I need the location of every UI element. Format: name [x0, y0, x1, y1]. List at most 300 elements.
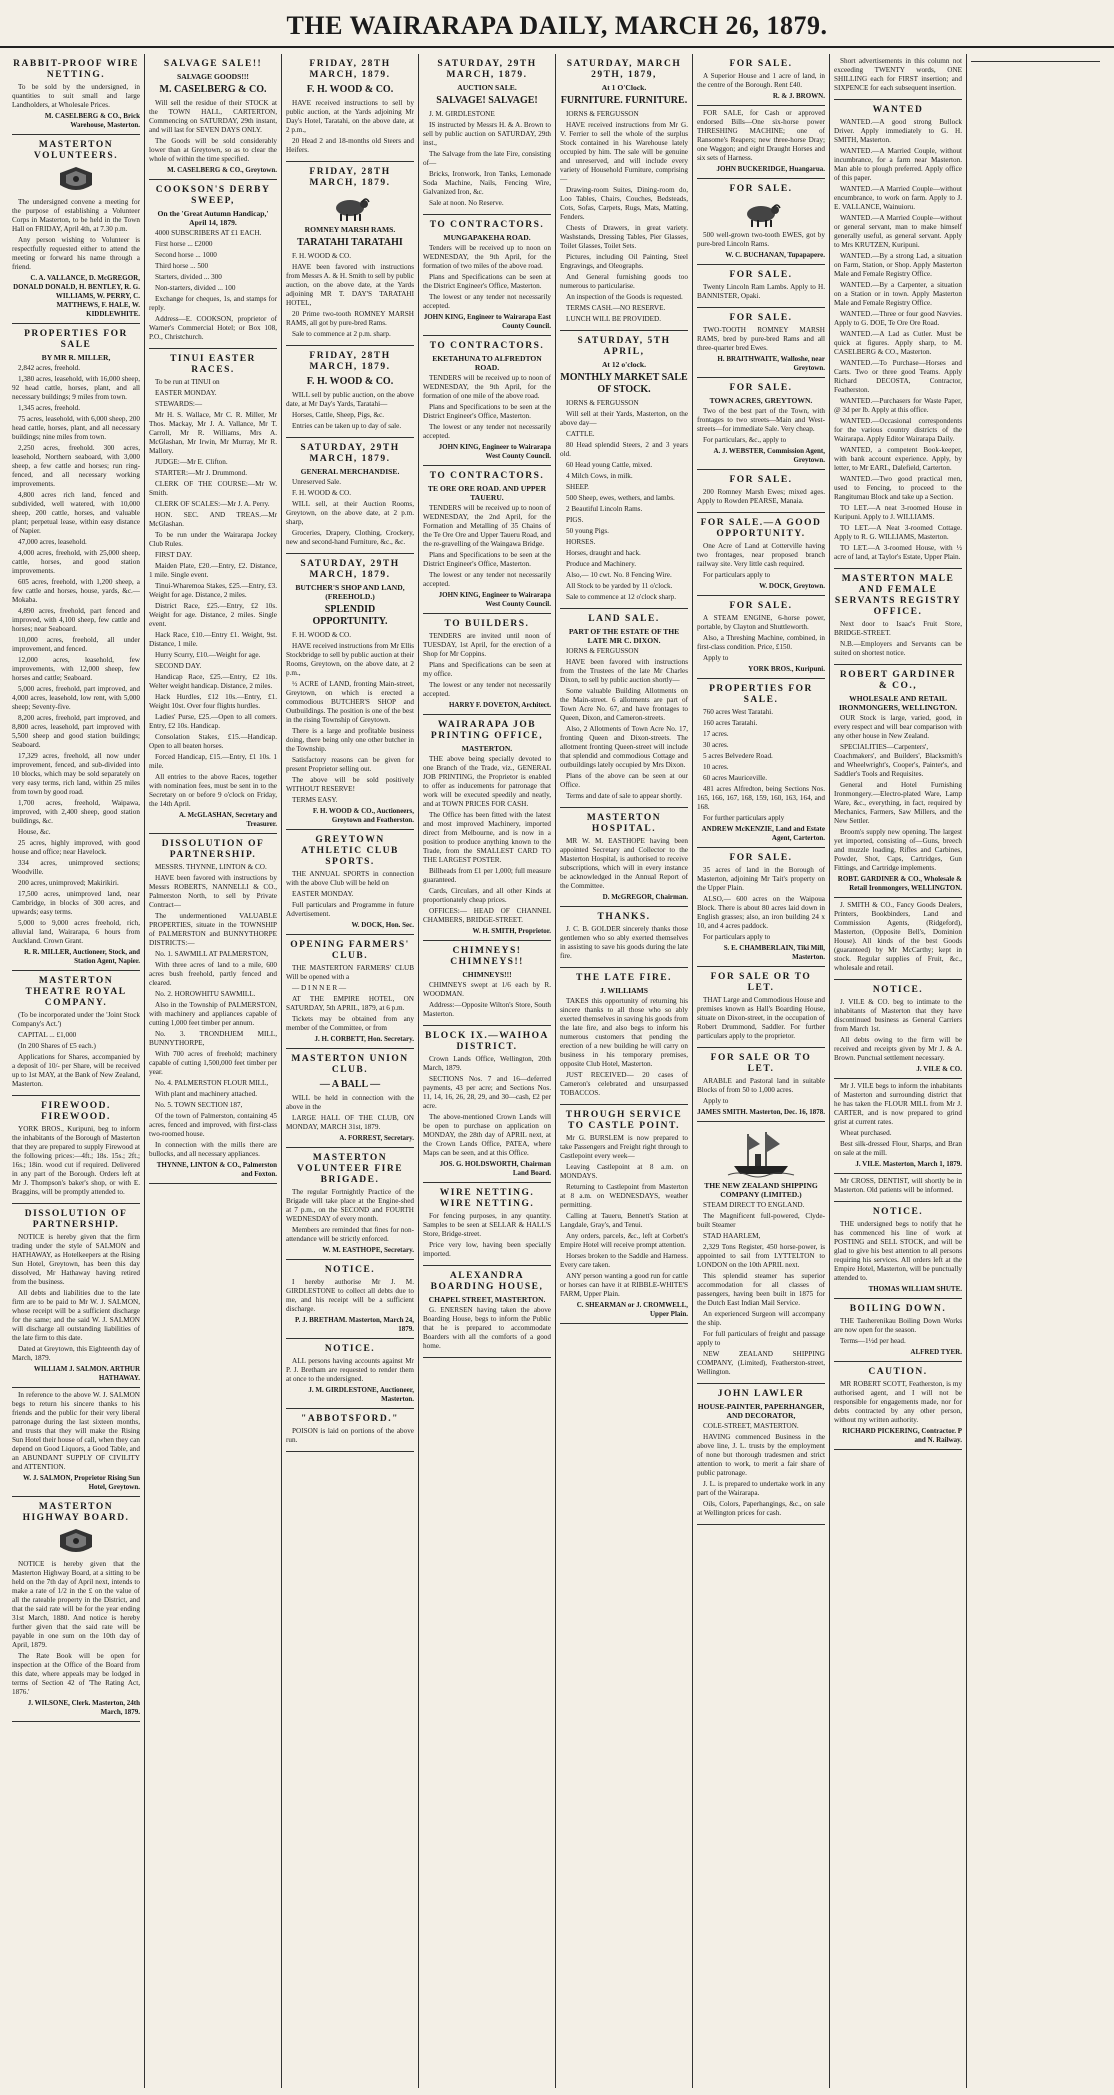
ad-paragraph: 17,329 acres, freehold, all now under improvement, fenced, and sub-divided into 10 blocks, which may be sold separately on very easy terms, rich land, within 25 miles from town by good road.: [12, 752, 140, 796]
ad-heading: COOKSON'S DERBY SWEEP,: [155, 185, 271, 206]
advertisement: [286, 830, 414, 935]
ad-body: [834, 714, 962, 873]
ad-paragraph: WANTED.—Occasional correspondents for the various country districts of the Wairarapa. Apply Editor Wairarapa Daily.: [834, 417, 962, 443]
ad-paragraph: TENDERS are invited until noon of TUESDAY, 1st April, for the erection of a Shop for Mr Coppins.: [423, 632, 551, 658]
ad-body: [12, 1011, 140, 1089]
ad-paragraph: With 700 acres of freehold; machinery capable of cutting 1,500,000 feet timber per year.: [149, 1050, 277, 1076]
ad-heading: NOTICE.: [872, 1207, 924, 1217]
ad-heading: SATURDAY, 29TH MARCH, 1879.: [437, 59, 537, 80]
ad-paragraph: HAVE been favored with instructions from the Trustees of the late Mr Charles Dixon, to sell by public auction shortly—: [560, 658, 688, 684]
ad-body: [423, 1306, 551, 1351]
ad-paragraph: CAPITAL ... £1,000: [18, 1031, 77, 1039]
ad-body: [12, 364, 140, 946]
ad-heading: MASTERTON UNION CLUB.: [291, 1054, 409, 1075]
lion-graphic: [52, 1527, 100, 1557]
ad-paragraph: Second horse ... 1000: [155, 251, 217, 259]
advertisement: [12, 1096, 140, 1204]
ad-heading: PROPERTIES FOR SALE: [24, 329, 128, 350]
advertisement: [286, 346, 414, 438]
ad-paragraph: Any person wishing to Volunteer is respectfully requested either to attend the meeting or forward his name through a friend.: [12, 236, 140, 271]
ad-signature: JOHN BUCKERIDGE, Huangarua.: [716, 165, 825, 173]
ad-subheading: TOWN ACRES, GREYTOWN.: [709, 396, 813, 405]
ad-paragraph: STARTER:—Mr J. Drummond.: [155, 469, 248, 477]
ad-body: [423, 1212, 551, 1259]
advertisement: [834, 1202, 962, 1299]
ad-paragraph: For particulars apply to: [703, 571, 771, 579]
ad-body: [149, 863, 277, 1159]
ad-paragraph: TO LET.—A 3-roomed House, with ½ acre of land, at Taylor's Estate, Upper Plain.: [834, 544, 962, 561]
ad-signature: A. McGLASHAN, Secretary and Treasurer.: [178, 811, 277, 828]
ad-signature: M. CASELBERG & CO., Brick Warehouse, Masterton.: [44, 112, 140, 129]
ad-paragraph: 4,890 acres, freehold, part fenced and improved, with 4,100 sheep, few cattle and horses; near Seaboard.: [12, 607, 140, 633]
ad-body: [286, 252, 414, 339]
ad-paragraph: Ladies' Purse, £25.—Open to all comers. Entry, £2 10s. Handicap.: [149, 713, 277, 730]
ad-heading: WANTED: [872, 105, 924, 115]
advertisement: [697, 54, 825, 106]
ad-signature: HARRY F. DOVETON, Architect.: [448, 701, 551, 709]
ad-body: [834, 57, 962, 93]
ad-paragraph: 25 acres, highly improved, with good house and office; near Havelock.: [12, 839, 140, 856]
ram-icon: [286, 192, 414, 222]
ad-paragraph: 2 Beautiful Lincoln Rams.: [566, 505, 643, 513]
ad-paragraph: In reference to the above W. J. SALMON begs to return his sincere thanks to his friends and the public for their very liberal patronage during the last sixteen months, and trusts that they will make the Rising Sun Hotel their house of call, when they can depend on Good Liquors, a Good Table, and an ABUNDANT SUPPLY OF CIVILITY and ATTENTION.: [12, 1391, 140, 1471]
advertisement: [286, 1049, 414, 1148]
ad-paragraph: Tenders will be received up to noon on WEDNESDAY, the 9th April, for the formation of two miles of the above road.: [423, 244, 551, 270]
ad-paragraph: THAT Large and Commodious House and premises known as Hall's Boarding House, situate on Dixon-street, in the occupation of Robert Drummond, Saddler. For further particulars apply to the proprietor.: [697, 996, 825, 1040]
ad-paragraph: 12,000 acres, leasehold, few improvements, with 12,000 sheep, few horses and cattle; Seaboard.: [12, 656, 140, 682]
ad-paragraph: THE Tauherenikau Boiling Down Works are now open for the season.: [834, 1317, 962, 1334]
ad-heading: MASTERTON VOLUNTEER FIRE BRIGADE.: [296, 1153, 404, 1185]
ad-paragraph: Horses broken to the Saddle and Harness. Every care taken.: [560, 1252, 688, 1269]
ad-paragraph: Mr G. BURSLEM is now prepared to take Passengers and Freight right through to Castlepoint every week—: [560, 1134, 688, 1160]
ad-paragraph: Horses, Cattle, Sheep, Pigs, &c.: [292, 411, 385, 419]
ad-paragraph: 1,700 acres, freehold, Waipawa, improved, with 2,400 sheep, good station buildings, &c.: [12, 799, 140, 825]
ad-heading: TO CONTRACTORS.: [429, 341, 545, 351]
ad-signature: S. E. CHAMBERLAIN, Tiki Mill, Masterton.: [723, 944, 825, 961]
ad-paragraph: The undersigned convene a meeting for the purpose of establishing a Volunteer Corps in Masterton, to be held in the Town Hall on FRIDAY, April 4th, at 7.30 p.m.: [12, 198, 140, 233]
ad-paragraph: ALSO,— 600 acres on the Waipoua Block. There is about 80 acres laid down in English grasses; also, an iron building 24 x 10, and 4 acres paddock.: [697, 895, 825, 930]
ad-heading: FRIDAY, 28TH MARCH, 1879.: [309, 167, 391, 188]
ad-body: [697, 1422, 825, 1518]
ad-paragraph: WANTED.—Three or four good Navvies. Apply to G. DOE, Te Ore Ore Road.: [834, 310, 962, 327]
ad-paragraph: FIRST DAY.: [155, 551, 193, 559]
ad-subheading: ROMNEY MARSH RAMS.: [304, 225, 396, 234]
ad-heading: FOR SALE.: [729, 383, 793, 393]
ad-paragraph: (To be incorporated under the 'Joint Stock Company's Act.'): [12, 1011, 140, 1028]
ad-paragraph: STEWARDS:—: [155, 400, 203, 408]
ad-body: [697, 614, 825, 663]
ad-body: [286, 870, 414, 919]
ad-body: [423, 755, 551, 925]
advertisement: [560, 331, 688, 609]
ad-paragraph: Mr CROSS, DENTIST, will shortly be in Masterton. Old patients will be informed.: [834, 1177, 962, 1194]
ad-paragraph: SHEEP.: [566, 483, 589, 491]
ad-paragraph: TERMS CASH.—NO RESERVE.: [566, 304, 666, 312]
ad-paragraph: 80 Head splendid Steers, 2 and 3 years old.: [560, 441, 688, 458]
ad-paragraph: An experienced Surgeon will accompany the ship.: [697, 1310, 825, 1327]
ad-paragraph: The lowest or any tender not necessarily accepted.: [423, 423, 551, 440]
ad-paragraph: Billheads from £1 per 1,000; full measure guaranteed.: [423, 867, 551, 884]
ad-body: [834, 620, 962, 658]
ad-display-line: SALVAGE! SALVAGE!: [436, 95, 538, 106]
ad-subheading: SALVAGE GOODS!!!: [177, 72, 249, 81]
ad-signature: M. CASELBERG & CO., Greytown.: [167, 166, 277, 174]
ad-body: [697, 283, 825, 301]
advertisement: [697, 106, 825, 179]
ad-signature: ANDREW McKENZIE, Land and Estate Agent, Carterton.: [701, 825, 825, 842]
ad-paragraph: Short advertisements in this column not exceeding TWENTY words, ONE SHILLING each for FIRST insertion; and SIXPENCE for each subsequent insertion.: [834, 57, 962, 92]
ad-subheading: At 12 o'clock.: [601, 360, 647, 369]
ad-paragraph: 760 acres West Taratahi.: [703, 708, 774, 716]
ad-paragraph: Forced Handicap, £15.—Entry, £1 10s. 1 mile.: [149, 753, 277, 770]
ad-body: [423, 504, 551, 589]
ad-paragraph: WANTED.—A Married Couple—without encumbrance, to work on farm. Apply to J. E. VALLANCE, Wainuioru.: [834, 185, 962, 211]
ad-display-line: M. CASELBERG & CO.: [159, 84, 267, 95]
advertisement: [286, 162, 414, 346]
ad-subheading: EKETAHUNA TO ALFREDTON ROAD.: [432, 354, 542, 372]
ad-paragraph: THE ANNUAL SPORTS in connection with the above Club will be held on: [286, 870, 414, 887]
ad-signature: J. M. GIRDLESTONE, Auctioneer, Masterton.: [308, 1386, 414, 1403]
ad-paragraph: Apply to: [703, 654, 729, 662]
advertisement: [697, 967, 825, 1048]
advertisement: [12, 135, 140, 324]
ad-paragraph: Satisfactory reasons can be given for present Proprietor selling out.: [286, 756, 414, 773]
ad-paragraph: 334 acres, unimproved sections; Woodville.: [12, 859, 140, 876]
ad-body: [12, 1233, 140, 1363]
ad-subheading: PART OF THE ESTATE OF THE LATE MR C. DIXON.: [568, 627, 680, 645]
ad-paragraph: Mr J. VILE begs to inform the inhabitants of Masterton and surrounding district that he has taken the FLOUR MILL from Mr J. CARTER, and is now prepared to grind grist at current rates.: [834, 1082, 962, 1126]
column-8: [967, 54, 1104, 2088]
ad-paragraph: The Salvage from the late Fire, consisting of—: [423, 150, 551, 167]
ad-paragraph: Maiden Plate, £20.—Entry, £2. Distance, 1 mile. Single event.: [149, 562, 277, 579]
ad-paragraph: 4,800 acres rich land, fenced and subdivided, well watered, with 10,000 sheep, 200 cattle, horses, and valuable plant; perpetual lease, within easy distance of Napier.: [12, 491, 140, 535]
column-6: [693, 54, 830, 2088]
ad-paragraph: MR ROBERT SCOTT, Featherston, is my authorised agent, and I will not be responsible for engagements made, nor for debts contracted by any other person, without my written authority.: [834, 1380, 962, 1424]
ad-paragraph: A Superior House and 1 acre of land, in the centre of the Borough. Rent £40.: [697, 72, 825, 89]
ad-paragraph: To be sold by the undersigned, in quantities to suit small and large Landholders, at Wholesale Prices.: [12, 83, 140, 109]
advertisement: [286, 554, 414, 830]
ad-paragraph: The undermentioned VALUABLE PROPERTIES, situate in the TOWNSHIP of PALMERSTON and BUNNYTHORPE DISTRICTS:—: [149, 912, 277, 947]
ad-paragraph: F. H. WOOD & CO.: [292, 631, 351, 639]
ad-paragraph: THE above being specially devoted to one Branch of the Trade, viz., GENERAL JOB PRINTING, the Proprietor is enabled to offer as inducements for patronage that work will be executed speedily and neatly, and at TOWN PRICES FOR CASH.: [423, 755, 551, 808]
ad-heading: RABBIT-PROOF WIRE NETTING.: [13, 59, 139, 80]
ad-paragraph: 30 acres.: [703, 741, 729, 749]
ad-paragraph: 10,000 acres, freehold, all under improvement, and fenced.: [12, 636, 140, 653]
ad-heading: FOR SALE.: [729, 853, 793, 863]
advertisement: [423, 1266, 551, 1358]
ad-paragraph: To be run under the Wairarapa Jockey Club Rules.: [149, 531, 277, 548]
ad-paragraph: WANTED.—A Married Couple—without or general servant, man to make himself generally useful, as general servant. Apply to Mrs KRUTZEN, Kuripuni.: [834, 214, 962, 249]
ad-heading: FOR SALE.: [729, 184, 793, 194]
ad-heading: PROPERTIES FOR SALE.: [709, 684, 813, 705]
ad-body: [697, 109, 825, 163]
ad-subheading: MUNGAPAKEHA ROAD.: [443, 233, 531, 242]
ad-heading: CAUTION.: [868, 1367, 928, 1377]
advertisement: [12, 971, 140, 1096]
ad-body: [560, 837, 688, 891]
ad-paragraph: ½ ACRE of LAND, fronting Main-street, Greytown, on which is erected a commodious BUTCHER'S SHOP and Outbuildings. The position is one of the best in the rising Township of Greytown.: [286, 680, 414, 724]
ad-paragraph: WANTED.—Two good practical men, used to Fencing, to proceed to the Rangitumau Block and take up a Section.: [834, 475, 962, 501]
ad-paragraph: Plans of the above can be seen at our Office.: [560, 772, 688, 789]
ad-paragraph: HON. SEC. AND TREAS.—Mr McGlashan.: [149, 511, 277, 528]
ship-graphic: [726, 1128, 796, 1178]
ad-paragraph: Address:—Opposite Wilton's Store, South Masterton.: [423, 1001, 551, 1018]
advertisement: [286, 1339, 414, 1409]
ad-heading: "ABBOTSFORD.": [301, 1414, 399, 1424]
ad-signature: JOHN KING, Engineer to Wairarapa East County Council.: [423, 313, 551, 330]
ad-paragraph: SECTIONS Nos. 7 and 16—deferred payments, 43 per acre; and Sections Nos. 11, 14, 16, 26, 28, 29, and 30—cash, £2 per acre.: [423, 1075, 551, 1110]
ad-paragraph: Also, a Threshing Machine, combined, in first-class condition. Price, £150.: [697, 634, 825, 651]
ad-display-line: SPLENDID OPPORTUNITY.: [312, 604, 388, 627]
ad-paragraph: WILL be held in connection with the above in the: [286, 1094, 414, 1111]
advertisement: [423, 1183, 551, 1266]
ad-paragraph: HAVE been favored with instructions from Messrs A. & H. Smith to sell by public auction, on the above date, at the Yards adjoining MR T. DAY'S TARATAHI HOTEL,: [286, 263, 414, 307]
ad-paragraph: TO LET.—A neat 3-roomed House in Kuripuni. Apply to J. WILLIAMS.: [834, 504, 962, 521]
ad-signature: J. H. CORBETT, Hon. Secretary.: [314, 1035, 414, 1043]
ad-paragraph: 5,000 to 9,000 acres freehold, rich, alluvial land, Wairarapa, 6 hours from Auckland. Crown Grant.: [12, 919, 140, 945]
ad-paragraph: 481 acres Alfredton, being Sections Nos. 165, 166, 167, 168, 159, 160, 163, 164, and 168.: [697, 785, 825, 811]
ad-heading: WAIRARAPA JOB PRINTING OFFICE,: [430, 720, 544, 741]
ad-paragraph: Groceries, Drapery, Clothing, Crockery, new and second-hand Furniture, &c., &c.: [286, 529, 414, 546]
ad-paragraph: WILL sell by public auction, on the above date, at Mr Day's Yards, Taratahi—: [286, 391, 414, 408]
ad-body: [697, 542, 825, 580]
ad-heading: SATURDAY, 29TH MARCH, 1879.: [300, 559, 400, 580]
ad-heading: FRIDAY, 28TH MARCH, 1879.: [309, 59, 391, 80]
advertisement: [697, 265, 825, 308]
ad-paragraph: And General furnishing goods too numerous to particularise.: [560, 273, 688, 290]
column-7: [830, 54, 967, 2088]
ad-paragraph: Handicap Race, £25.—Entry, £2 10s. Welter weight handicap. Distance, 2 miles.: [149, 673, 277, 690]
ad-paragraph: General and Hotel Furnishing Ironmongery.—Electro-plated Ware, Lamp Ware, &c., everything, in fact, required by Mechanics, Farmers, Saw Millers, and the New Settler.: [834, 781, 962, 825]
ad-paragraph: 4 Milch Cows, in milk.: [566, 472, 633, 480]
ad-subheading: HOUSE-PAINTER, PAPERHANGER, AND DECORATOR,: [697, 1402, 825, 1420]
ad-signature: JOHN KING, Engineer to Wairarapa West County Council.: [438, 591, 551, 608]
ad-body: [286, 391, 414, 431]
ad-signature: C. SHEARMAN or J. CROMWELL, Upper Plain.: [576, 1301, 688, 1318]
ad-body: [697, 231, 825, 249]
ad-heading: NOTICE.: [324, 1344, 376, 1354]
ad-paragraph: Broom's supply new opening. The largest yet imported, consisting of—Guns, breech and muzzle loading, Rifles and Carbines, Powder, Shot, Caps, Cartridges, Gun Fittings, and Cartridge implements.: [834, 828, 962, 872]
ad-paragraph: ARABLE and Pastoral land in suitable Blocks of from 50 to 1,000 acres.: [697, 1077, 825, 1094]
ad-paragraph: ALL persons having accounts against Mr P. J. Bretham are requested to render them at once to the undersigned.: [286, 1357, 414, 1383]
ad-paragraph: AT THE EMPIRE HOTEL, ON SATURDAY, 5th APRIL, 1879, at 6 p.m.: [286, 995, 414, 1012]
ad-paragraph: All Stock to be yarded by 11 o'clock.: [566, 582, 673, 590]
ad-heading: FOR SALE.: [729, 59, 793, 69]
ad-paragraph: Also,— 10 cwt. No. 8 Fencing Wire.: [566, 571, 672, 579]
ad-paragraph: Hack Race, £10.—Entry £1. Weight, 9st. Distance, 1 mile.: [149, 631, 277, 648]
ad-signature: P. J. BRETHAM. Masterton, March 24, 1879.: [295, 1316, 414, 1333]
ad-body: [12, 1391, 140, 1472]
ad-body: [423, 374, 551, 441]
ad-subheading: CHAPEL STREET, MASTERTON.: [428, 1295, 546, 1304]
advertisement: [971, 54, 1100, 62]
ad-paragraph: HAVE received instructions to sell by public auction, at the Yards adjoining Mr Day's Hotel, Taratahi, on the above date, at 2 p.m.,: [286, 99, 414, 134]
ad-paragraph: WANTED.—Purchasers for Waste Paper, @ 3d per lb. Apply at this office.: [834, 397, 962, 414]
ad-signature: JOS. G. HOLDSWORTH, Chairman Land Board.: [439, 1160, 551, 1177]
ad-heading: LAND SALE.: [588, 614, 660, 624]
ad-paragraph: J. M. GIRDLESTONE: [429, 110, 495, 118]
advertisement: [149, 349, 277, 834]
ad-paragraph: LUNCH WILL BE PROVIDED.: [566, 315, 662, 323]
advertisement: [834, 1079, 962, 1174]
ad-heading: NOTICE.: [872, 985, 924, 995]
ad-paragraph: J. L. is prepared to undertake work in any part of the Wairarapa.: [697, 1480, 825, 1497]
advertisement: [12, 1388, 140, 1497]
ad-heading: SATURDAY, 29TH MARCH, 1879.: [300, 443, 400, 464]
ad-paragraph: PIGS.: [566, 516, 584, 524]
ad-paragraph: Also in the Township of PALMERSTON, with machinery and appliances capable of cutting 1,000 feet timber per annum.: [149, 1001, 277, 1027]
advertisement: [560, 1105, 688, 1324]
ad-signature: ALFRED TYER.: [910, 1348, 962, 1356]
ad-paragraph: For full particulars of freight and passage apply to: [697, 1330, 825, 1347]
ad-display-line: MONTHLY MARKET SALE OF STOCK.: [560, 372, 688, 395]
ad-paragraph: The lowest or any tender not necessarily accepted.: [423, 681, 551, 698]
ad-paragraph: Sale to commence at 12 o'clock sharp.: [566, 593, 677, 601]
ad-paragraph: Tinui-Wharemoa Stakes, £25.—Entry, £3. Weight for age. Distance, 2 miles.: [149, 582, 277, 599]
ad-paragraph: WANTED.—A Married Couple, without incumbrance, for a farm near Masterton. Man able to plough preferred. Apply office of this paper.: [834, 147, 962, 182]
ad-body: [149, 229, 277, 342]
ad-paragraph: HAVE been favored with instructions by Messrs ROBERTS, NANNELLI & CO., Palmerston North, to sell by Private Contract—: [149, 874, 277, 909]
advertisement: [286, 1260, 414, 1339]
ad-paragraph: For further particulars apply: [703, 814, 785, 822]
ad-paragraph: OFFICES:— HEAD OF CHANNEL CHAMBERS, BRIDGE-STREET.: [423, 907, 551, 924]
ad-display-line: F. H. WOOD & CO.: [306, 84, 394, 95]
ad-paragraph: THE MASTERTON FARMERS' CLUB Will be opened with a: [286, 964, 414, 981]
ad-paragraph: IORNS & FERGUSSON: [566, 399, 639, 407]
ad-body: [697, 866, 825, 942]
ad-paragraph: No. 1. SAWMILL AT PALMERSTON,: [155, 950, 269, 958]
ad-paragraph: 17 acres.: [703, 730, 729, 738]
ad-paragraph: CATTLE.: [566, 430, 595, 438]
ad-signature: J. VILE. Masterton, March 1, 1879.: [855, 1160, 962, 1168]
ad-paragraph: WANTED.—By a strong Lad, a situation on Farm, Station, or Shop. Apply Masterton Male and Female Registry Office.: [834, 252, 962, 278]
ad-paragraph: CHIMNEYS swept at 1/6 each by R. WOODMAN.: [423, 981, 551, 998]
ad-body: [834, 1380, 962, 1425]
advertisement: [423, 336, 551, 466]
ad-body: [834, 1177, 962, 1195]
ad-paragraph: A STEAM ENGINE, 6-horse power, portable, by Clayton and Shuttleworth.: [697, 614, 825, 631]
ad-heading: MASTERTON THEATRE ROYAL COMPANY.: [25, 976, 127, 1008]
ad-paragraph: This splendid steamer has superior accommodation for all classes of passengers, having been built in 1875 for the Dutch East Indian Mail Service.: [697, 1272, 825, 1307]
ad-body: [286, 1427, 414, 1445]
ad-heading: THROUGH SERVICE TO CASTLE POINT.: [565, 1110, 683, 1131]
advertisement: [697, 513, 825, 596]
ad-paragraph: 4,000 acres, freehold, with 25,000 sheep, cattle, horses, and good station improvements.: [12, 549, 140, 575]
ad-paragraph: WANTED.—To Purchase—Horses and Carts. Two or three good Teams. Apply Richard DECOSTA, Contractor, Featherston.: [834, 359, 962, 394]
advertisement: [560, 968, 688, 1105]
ad-signature: W. C. BUCHANAN, Tupapapere.: [725, 251, 825, 259]
ad-paragraph: The lowest or any tender not necessarily accepted.: [423, 571, 551, 588]
ad-paragraph: 50 young Pigs.: [566, 527, 609, 535]
ad-signature: J. VILE & CO.: [916, 1065, 962, 1073]
ad-heading: FOR SALE.: [729, 313, 793, 323]
ad-body: [423, 632, 551, 699]
ad-paragraph: 75 acres, leasehold, with 6,000 sheep, 200 head cattle, horses, plant, and all necessary buildings; nine miles from town.: [12, 415, 140, 441]
ad-paragraph: Members are reminded that fines for non-attendance will be strictly enforced.: [286, 1226, 414, 1243]
ad-heading: TINUI EASTER RACES.: [170, 354, 256, 375]
ad-body: [697, 326, 825, 353]
ad-paragraph: Oils, Colors, Paperhangings, &c., on sale at Wellington prices for cash.: [697, 1500, 825, 1517]
ad-paragraph: No. 5. TOWN SECTION 187,: [155, 1101, 243, 1109]
ad-body: [834, 998, 962, 1063]
ad-paragraph: STAD HAARLEM,: [703, 1232, 761, 1240]
advertisement: [834, 1362, 962, 1450]
ad-body: [286, 964, 414, 1033]
ad-signature: THOMAS WILLIAM SHUTE.: [868, 1285, 962, 1293]
column-3: [282, 54, 419, 2088]
ad-paragraph: J. C. B. GOLDER sincerely thanks those gentlemen who so ably exerted themselves in assisting to save his goods during the late fire.: [560, 925, 688, 960]
ad-paragraph: 1,380 acres, leasehold, with 16,000 sheep, 92 head cattle, horses, plant, and all necessary buildings; 9 miles from town.: [12, 375, 140, 401]
ad-paragraph: 160 acres Taratahi.: [703, 719, 758, 727]
column-5: [556, 54, 693, 2088]
ad-display-line: TARATAHI TARATAHI: [297, 237, 403, 248]
ad-signature: R. R. MILLER, Auctioneer, Stock, and Station Agent, Napier.: [23, 948, 140, 965]
ad-paragraph: 20 Head 2 and 18-months old Steers and Heifers.: [286, 137, 414, 154]
advertisement: [834, 1174, 962, 1202]
ad-paragraph: All debts and liabilities due to the late firm are to be paid to Mr W. J. SALMON, whose receipt will be a sufficient discharge for the same; and the said W. J. SALMON will discharge all outstanding liabilities of the late firm to this date.: [12, 1289, 140, 1342]
ad-paragraph: Bricks, Ironwork, Iron Tanks, Lemonade Soda Machine, Nails, Fencing Wire, Galvanized Iron, &c.: [423, 170, 551, 196]
ad-paragraph: SPECIALITIES—Carpenters', Coachmakers', and Builders', Blacksmith's and Wheelwright's, Cooper's, Painter's, and Saddler's Tools and Requisites.: [834, 743, 962, 778]
ad-heading: MASTERTON HOSPITAL.: [586, 813, 662, 834]
ad-body: [149, 99, 277, 164]
ad-paragraph: Exchange for cheques, 1s, and stamps for reply.: [149, 295, 277, 312]
advertisement: [697, 848, 825, 967]
ad-paragraph: Wheat purchased.: [840, 1129, 892, 1137]
ad-paragraph: Leaving Castlepoint at 8 a.m. on MONDAYS.: [560, 1163, 688, 1180]
ad-paragraph: WANTED.—A good strong Bullock Driver. Apply immediately to G. H. SMITH, Masterton.: [834, 118, 962, 144]
ad-paragraph: (In 200 Shares of £5 each.): [18, 1042, 96, 1050]
ram-graphic: [737, 198, 785, 228]
ad-paragraph: Twenty Lincoln Ram Lambs. Apply to H. BANNISTER, Opaki.: [697, 283, 825, 300]
ad-paragraph: COLE-STREET, MASTERTON.: [703, 1422, 799, 1430]
ad-paragraph: For particulars, &c., apply to: [703, 436, 787, 444]
advertisement: [423, 941, 551, 1026]
ad-paragraph: Hurry Scurry, £10.—Weight for age.: [155, 651, 261, 659]
ad-paragraph: NOTICE is hereby given that the firm trading under the style of SALMON and HATHAWAY, as Hotelkeepers at the Rising Sun Hotel, Greytown, has been this day dissolved, Mr Hathaway having retired from the business.: [12, 1233, 140, 1286]
ad-signature: W. M. EASTHOPE, Secretary.: [322, 1246, 414, 1254]
ad-body: [697, 1077, 825, 1106]
ad-signature: R. & J. BROWN.: [772, 92, 825, 100]
ad-paragraph: The lowest or any tender not necessarily accepted.: [423, 293, 551, 310]
newspaper-title: THE WAIRARAPA DAILY, MARCH 26, 1879.: [286, 11, 828, 40]
advertisement: [834, 980, 962, 1079]
ad-paragraph: 2,329 Tons Register, 450 horse-power, is appointed to sail from LYTTELTON to LONDON on the 10th APRIL next.: [697, 1243, 825, 1269]
ad-paragraph: 200 Romney Marsh Ewes; mixed ages. Apply to Rowden PEARSE, Manaia.: [697, 488, 825, 505]
ad-body: [12, 1560, 140, 1697]
ad-body: [12, 1125, 140, 1197]
ram-icon: [697, 198, 825, 228]
ad-body: [12, 198, 140, 272]
ad-paragraph: 60 acres Mauriceville.: [703, 774, 768, 782]
ad-paragraph: NEW ZEALAND SHIPPING COMPANY, (Limited), Featherston-street, Wellington.: [697, 1350, 825, 1376]
ad-body: [834, 1317, 962, 1346]
column-1: [8, 54, 145, 2088]
ad-heading: BOILING DOWN.: [849, 1304, 947, 1314]
ad-body: [560, 647, 688, 801]
ad-paragraph: HAVE received instructions from Mr Ellis Stockbridge to sell by public auction at their Rooms, Greytown, on the above date, at 2 p.m.,: [286, 642, 414, 677]
ad-body: [286, 1188, 414, 1244]
ad-paragraph: WANTED.—A Lad as Cutler. Must be quick at figures. Apply sharp, to M. CASELBERG & CO., Masterton.: [834, 330, 962, 356]
ad-heading: DISSOLUTION OF PARTNERSHIP.: [24, 1209, 128, 1230]
advertisement: [697, 596, 825, 679]
ad-heading: FRIDAY, 28TH MARCH, 1879.: [309, 351, 391, 372]
ad-heading: TO CONTRACTORS.: [429, 471, 545, 481]
ad-subheading: MASTERTON.: [461, 744, 513, 753]
ad-heading: THANKS.: [597, 912, 651, 922]
lion-icon: [12, 1527, 140, 1557]
ad-paragraph: ANY person wanting a good run for cattle or horses can have it at RIBBLE-WHITE'S FARM, Upper Plain.: [560, 1272, 688, 1298]
ad-subheading: TE ORE ORE ROAD. AND UPPER TAUERU.: [427, 484, 547, 502]
